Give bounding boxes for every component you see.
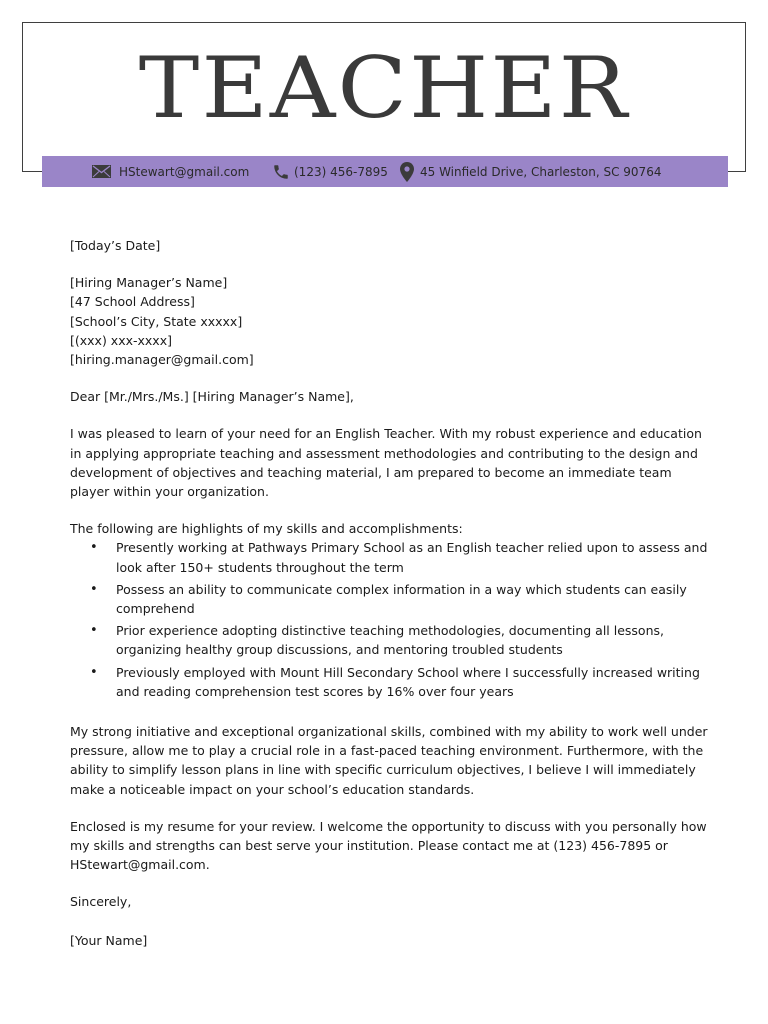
contact-email xyxy=(92,156,249,187)
recipient-name: [Hiring Manager’s Name] xyxy=(70,275,228,291)
intro-paragraph: I was pleased to learn of your need for an English Teacher. With my robust experience and education in applying appropriate teaching and assessment methodologies and contributing to the design and development of objectives and teaching material, I am prepared to become an immediate team player within your organization. xyxy=(70,426,702,500)
cover-letter-body xyxy=(70,236,710,950)
letter-date: [Today’s Date] xyxy=(70,238,161,253)
page-title: TEACHER xyxy=(138,39,630,137)
envelope-icon xyxy=(92,165,111,178)
highlights-intro: The following are highlights of my skills and accomplishments: xyxy=(70,521,463,537)
phone-icon xyxy=(272,163,290,181)
contact-phone xyxy=(272,156,388,187)
address-text: 45 Winfield Drive, Charleston, SC 90764 xyxy=(420,164,662,179)
list-item: • Prior experience adopting distinctive teaching methodologies, documenting all lessons, organizing healthy group discussions, and mentoring troubled students xyxy=(70,621,710,659)
recipient-block xyxy=(70,273,710,369)
list-item: • Presently working at Pathways Primary School as an English teacher relied upon to assess and look after 150+ students throughout the term xyxy=(70,538,710,576)
location-pin-icon xyxy=(400,162,414,182)
signoff: Sincerely, xyxy=(70,894,132,910)
recipient-phone: [(xxx) xxx-xxxx] xyxy=(70,332,172,348)
body-paragraph: My strong initiative and exceptional organizational skills, combined with my ability to work well under pressure, allow me to play a crucial role in a fast-paced teaching environment. Furthermore, with the ability to simplify lesson plans in line with specific curriculum objectives, I believe I will immediately make a noticeable impact on your school’s education standards. xyxy=(70,724,708,797)
signature-name: [Your Name] xyxy=(70,932,148,948)
list-item: • Possess an ability to communicate complex information in a way which students can easily comprehend xyxy=(70,580,710,618)
salutation: Dear [Mr./Mrs./Ms.] [Hiring Manager’s Name], xyxy=(70,389,354,405)
recipient-email: [hiring.manager@gmail.com] xyxy=(70,352,254,368)
email-text: HStewart@gmail.com xyxy=(119,164,250,179)
phone-text: (123) 456-7895 xyxy=(294,164,388,179)
recipient-address: [47 School Address] xyxy=(70,294,195,310)
list-item: • Previously employed with Mount Hill Secondary School where I successfully increased writing and reading comprehension test scores by 16% over four years xyxy=(70,663,710,701)
contact-address xyxy=(400,156,661,187)
closing-paragraph: Enclosed is my resume for your review. I welcome the opportunity to discuss with you personally how my skills and strengths can best serve your institution. Please contact me at (123) 456-7895 or HStewart@gmail.com. xyxy=(70,818,707,873)
contact-bar xyxy=(42,156,728,187)
recipient-city: [School’s City, State xxxxx] xyxy=(70,313,243,329)
highlights-list xyxy=(70,538,710,701)
